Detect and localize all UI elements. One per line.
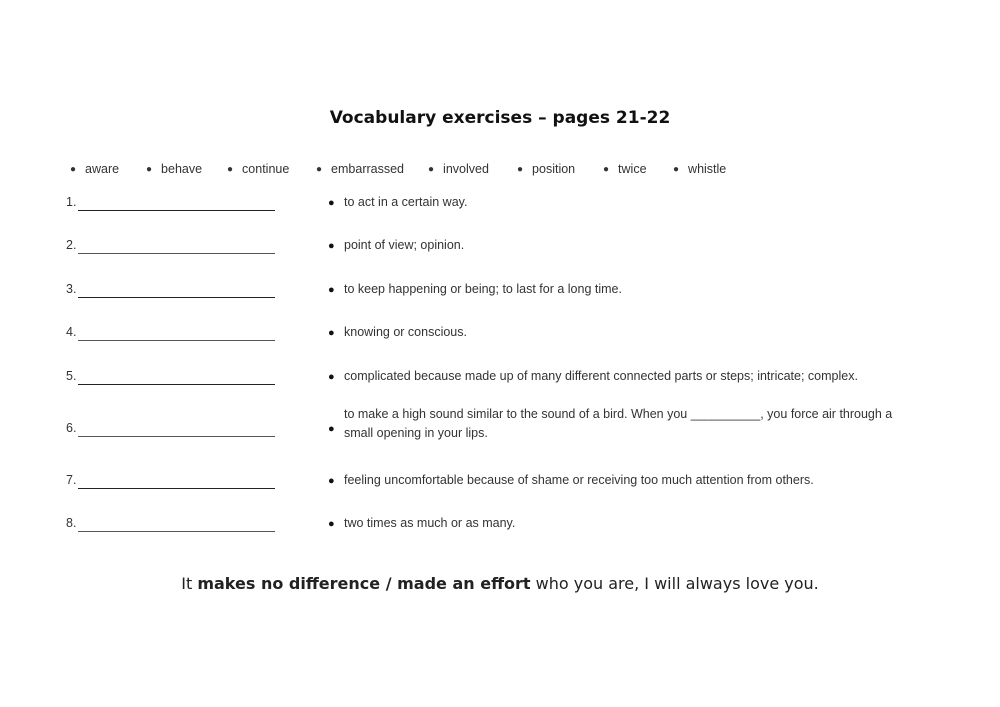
sentence-options[interactable]: makes no difference / made an effort [197,574,531,593]
answer-blank[interactable] [78,210,275,211]
definition-text: to make a high sound similar to the sound of a bird. When you __________, you force air through a small opening in your lips. [344,407,893,440]
answer-blank[interactable] [78,436,275,437]
definition-text: to act in a certain way. [344,195,468,209]
item-number: 6. [66,421,77,435]
exercise-row [66,278,946,298]
practice-sentence [0,574,1000,593]
exercise-row [66,234,946,254]
exercise-row [66,512,946,532]
bullet-icon: ● [517,164,524,175]
item-number: 3. [66,282,77,296]
definition-text: to keep happening or being; to last for a long time. [344,282,622,296]
exercise-row [66,365,946,385]
answer-blank[interactable] [78,531,275,532]
word-bank-item[interactable]: ● behave [146,162,203,176]
word-bank-item[interactable]: ● continue [227,162,290,176]
answer-blank[interactable] [78,297,275,298]
answer-blank[interactable] [78,340,275,341]
exercise-row [66,407,946,440]
bullet-icon: ● [673,164,680,175]
word-bank-item[interactable]: ● embarrassed [316,162,404,176]
bullet-icon: ● [328,475,335,487]
answer-blank[interactable] [78,488,275,489]
definition-text: feeling uncomfortable because of shame or receiving too much attention from others. [344,473,814,487]
word-bank-item[interactable]: ● twice [603,162,647,176]
word-bank-item[interactable]: ● position [517,162,576,176]
word-bank-item[interactable]: ● whistle [673,162,727,176]
bullet-icon: ● [146,164,153,175]
bullet-icon: ● [316,164,323,175]
item-number: 2. [66,238,77,252]
item-number: 1. [66,195,77,209]
item-number: 4. [66,325,77,339]
answer-blank[interactable] [78,253,275,254]
page-title: Vocabulary exercises – pages 21-22 [329,108,671,128]
word-bank-item[interactable]: ● aware [70,162,120,176]
bullet-icon: ● [328,371,335,383]
answer-blank[interactable] [78,384,275,385]
exercise-row [66,321,946,341]
item-number: 7. [66,473,77,487]
bullet-icon: ● [328,197,335,209]
bullet-icon: ● [328,240,335,252]
item-number: 5. [66,369,77,383]
definition-text: complicated because made up of many different connected parts or steps; intricate; complex. [344,369,858,383]
exercise-row [66,469,946,489]
bullet-icon: ● [428,164,435,175]
bullet-icon: ● [70,164,77,175]
bullet-icon: ● [328,327,335,339]
bullet-icon: ● [227,164,234,175]
bullet-icon: ● [328,423,335,435]
definition-text: point of view; opinion. [344,238,465,252]
definition-text: knowing or conscious. [344,325,467,339]
sentence-start: It [181,574,198,593]
definition-text: two times as much or as many. [344,516,516,530]
exercise-row [66,191,946,211]
bullet-icon: ● [328,284,335,296]
bullet-icon: ● [603,164,610,175]
bullet-icon: ● [328,518,335,530]
item-number: 8. [66,516,77,530]
word-bank-item[interactable]: ● involved [428,162,489,176]
sentence-end: who you are, I will always love you. [530,574,819,593]
